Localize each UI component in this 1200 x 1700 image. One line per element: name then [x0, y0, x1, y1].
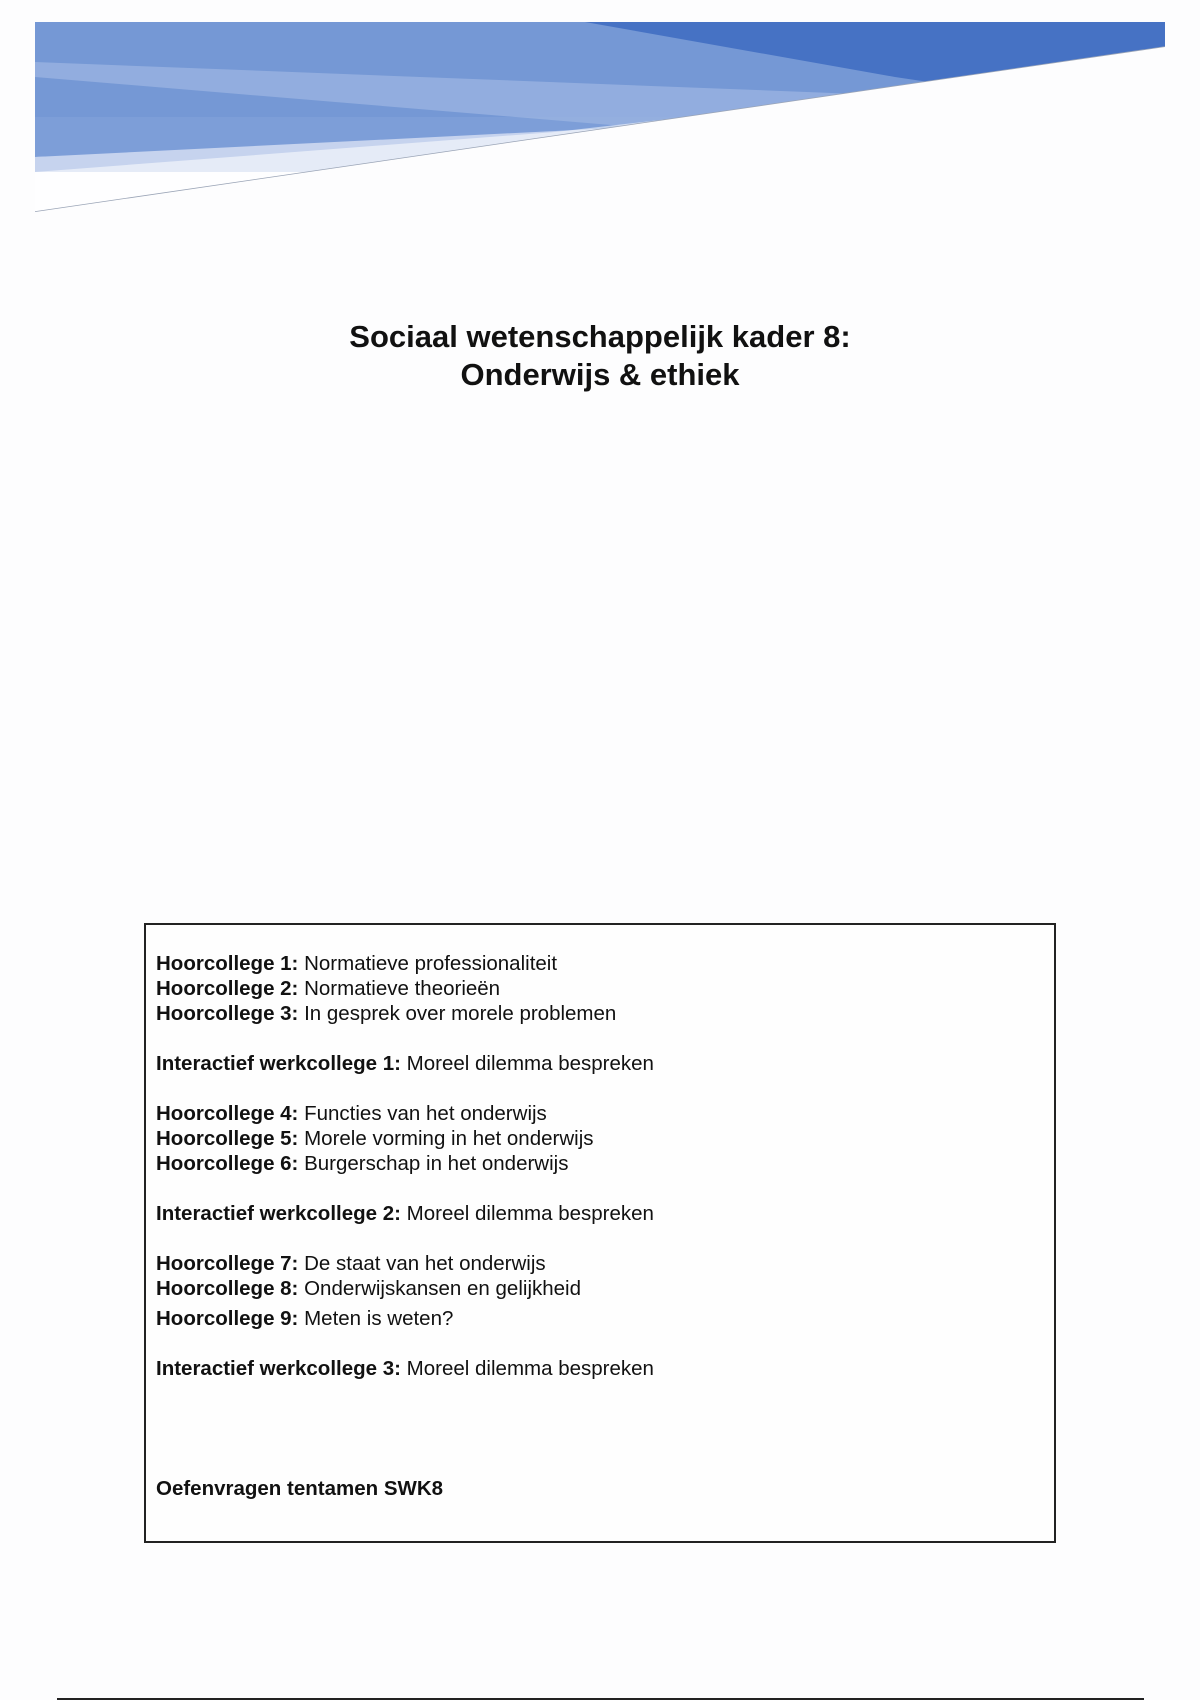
- item-text: Meten is weten?: [304, 1307, 454, 1330]
- title-line-2: Onderwijs & ethiek: [460, 357, 740, 392]
- item-label: Interactief werkcollege 1:: [156, 1052, 401, 1075]
- item-label: Hoorcollege 6:: [156, 1152, 299, 1175]
- item-label: Hoorcollege 4:: [156, 1102, 299, 1125]
- list-item: [156, 1126, 1044, 1151]
- item-text: Functies van het onderwijs: [304, 1102, 547, 1125]
- item-text: Moreel dilemma bespreken: [406, 1052, 654, 1075]
- header-banner: [35, 22, 1165, 237]
- item-label: Hoorcollege 5:: [156, 1127, 299, 1150]
- contents-list: [156, 951, 1044, 1501]
- item-label: Interactief werkcollege 2:: [156, 1202, 401, 1225]
- list-item: [156, 1201, 1044, 1226]
- list-item: [156, 1276, 1044, 1301]
- item-text: Burgerschap in het onderwijs: [304, 1152, 569, 1175]
- item-text: Onderwijskansen en gelijkheid: [304, 1277, 582, 1300]
- title-line-1: Sociaal wetenschappelijk kader 8:: [349, 319, 851, 354]
- list-item: [156, 1151, 1044, 1176]
- list-item: [156, 1476, 1044, 1501]
- list-item: [156, 1251, 1044, 1276]
- item-text: In gesprek over morele problemen: [304, 1002, 617, 1025]
- list-item: [156, 1356, 1044, 1381]
- item-text: Moreel dilemma bespreken: [406, 1202, 654, 1225]
- item-label: Hoorcollege 8:: [156, 1277, 299, 1300]
- list-item: [156, 1051, 1044, 1076]
- item-text: Normatieve theorieën: [304, 977, 501, 1000]
- item-text: De staat van het onderwijs: [304, 1252, 546, 1275]
- list-item: [156, 1306, 1044, 1331]
- item-text: Morele vorming in het onderwijs: [304, 1127, 594, 1150]
- document-title: [0, 318, 1200, 394]
- item-text: Moreel dilemma bespreken: [406, 1357, 654, 1380]
- contents-box: [144, 923, 1056, 1543]
- list-item: [156, 1101, 1044, 1126]
- item-label: Hoorcollege 7:: [156, 1252, 299, 1275]
- list-item: [156, 976, 1044, 1001]
- item-label: Interactief werkcollege 3:: [156, 1357, 401, 1380]
- item-label: Hoorcollege 3:: [156, 1002, 299, 1025]
- final-item-label: Oefenvragen tentamen SWK8: [156, 1477, 444, 1500]
- item-text: Normatieve professionaliteit: [304, 952, 558, 975]
- list-item: [156, 951, 1044, 976]
- item-label: Hoorcollege 9:: [156, 1307, 299, 1330]
- item-label: Hoorcollege 1:: [156, 952, 299, 975]
- list-item: [156, 1001, 1044, 1026]
- item-label: Hoorcollege 2:: [156, 977, 299, 1000]
